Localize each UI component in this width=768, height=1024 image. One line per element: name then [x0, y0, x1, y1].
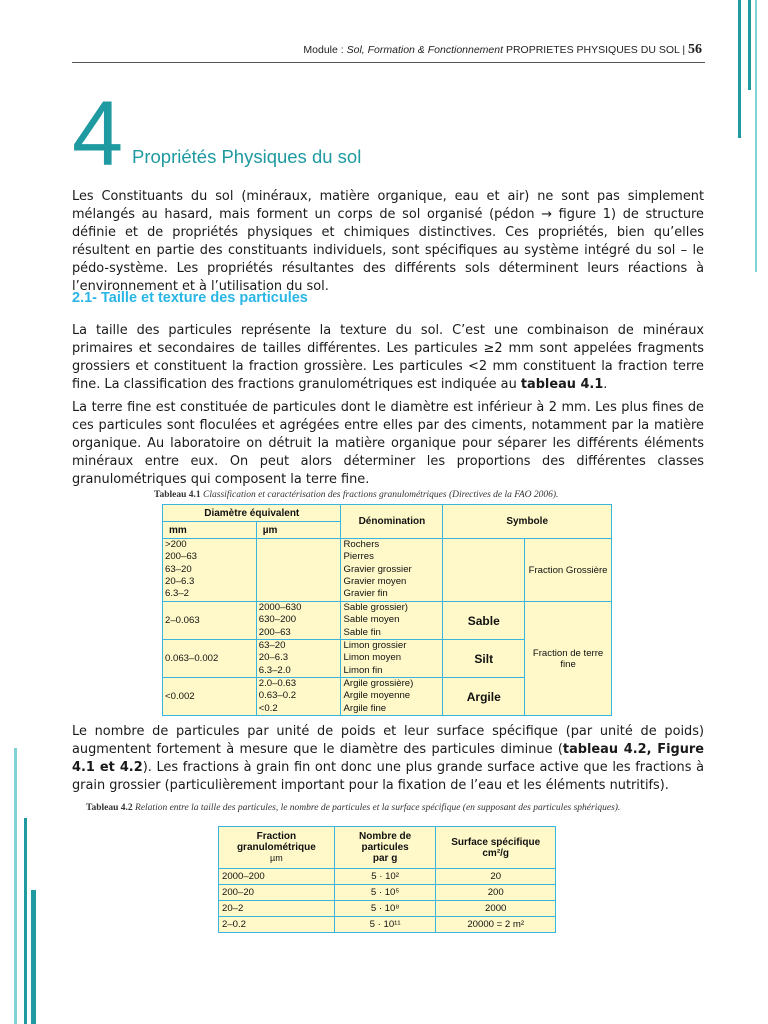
table-4-2-caption	[86, 802, 706, 814]
table-4-2-label: Tableau 4.2	[86, 803, 133, 813]
header-diametre: Diamètre équivalent	[163, 505, 341, 522]
header-fraction-unit: µm	[270, 853, 283, 863]
cell-symbol-coarse	[443, 539, 525, 602]
cell-line: Gravier grossier	[343, 563, 412, 575]
table-4-1-caption	[154, 490, 558, 500]
decor-bar-top-right-3	[755, 0, 757, 272]
cell-um-silt	[256, 640, 341, 678]
surface-paragraph-end: ). Les fractions à grain fin ont donc une plus grande surface active que les fractions à grain grossier (particulièrement important pour la fixation de l’eau et les éléments nutritifs).	[72, 759, 704, 793]
decor-bar-top-right-1	[738, 0, 741, 138]
cell-symbol-argile: Argile	[443, 678, 525, 716]
table-row	[219, 869, 556, 885]
cell-line: Limon fin	[343, 664, 383, 676]
cell-denom-argile	[341, 678, 443, 716]
table-row	[219, 901, 556, 917]
cell-line: >200	[165, 539, 187, 550]
cell-line: Argile grossière)	[343, 678, 414, 689]
cell-um-sable	[256, 602, 341, 640]
cell-line: 63–20	[165, 563, 192, 575]
cell-surface: 2000	[436, 901, 556, 917]
cell-mm-silt: 0.063–0.002	[163, 640, 257, 678]
cell-line: Sable fin	[343, 626, 381, 638]
header-rule	[72, 62, 705, 63]
intro-paragraph: Les Constituants du sol (minéraux, matière organique, eau et air) ne sont pas simplement mélangés au hasard, mais forment un corps de sol organisé (pédon → figure 1) de structure définie et de propriétés physiques et chimiques distinctives. Ces propriétés, bien qu’elles résultent en partie des constituants individuels, sont spécifiques au système intégré du sol – le pédo-système. Les propriétés résultantes des différents sols déterminent leurs réactions à l’environnement et à l’utilisation du sol.	[72, 189, 704, 294]
cell-nombre: 5 · 10⁸	[334, 901, 436, 917]
table-4-2-reference: tableau 4.2, Figure 4.1 et 4.2	[72, 741, 705, 775]
cell-line: 200–63	[165, 551, 198, 563]
texture-paragraph	[72, 322, 704, 394]
decor-bar-top-right-2	[748, 0, 751, 90]
cell-mm-coarse	[163, 539, 257, 602]
texture-paragraph-end: .	[603, 376, 608, 392]
header-surface: Surface spécifique cm²/g	[436, 827, 556, 869]
cell-line: 20–6.3	[165, 575, 195, 587]
cell-nombre: 5 · 10²	[334, 869, 436, 885]
cell-line: 200–63	[258, 626, 291, 638]
chapter-number: 4	[72, 83, 124, 185]
cell-surface: 20	[436, 869, 556, 885]
cell-line: Pierres	[343, 551, 374, 563]
cell-fraction: 20–2	[219, 901, 335, 917]
cell-fraction: 2000–200	[219, 869, 335, 885]
header-module-prefix: Module :	[303, 44, 347, 56]
cell-line: 2.0–0.63	[258, 678, 297, 689]
cell-nombre: 5 · 10⁵	[334, 885, 436, 901]
cell-surface: 20000 = 2 m²	[436, 917, 556, 933]
table-row	[219, 885, 556, 901]
cell-line: 2000–630	[258, 602, 302, 613]
surface-paragraph-text: Le nombre de particules par unité de poids et leur surface spécifique (par unité de poids) augmentent fortement à mesure que le diamètre des particules diminue (	[72, 724, 704, 757]
cell-line: Sable grossier)	[343, 602, 409, 613]
cell-um-argile	[256, 678, 341, 716]
cell-line: Argile moyenne	[343, 690, 411, 702]
cell-line: 0.63–0.2	[258, 690, 297, 702]
cell-line: Sable moyen	[343, 614, 400, 626]
cell-line: <0.2	[258, 702, 278, 714]
table-row	[219, 917, 556, 933]
cell-fraction-grossiere: Fraction Grossière	[525, 539, 612, 602]
cell-denom-coarse	[341, 539, 443, 602]
running-header	[0, 42, 702, 58]
texture-paragraph-text: La taille des particules représente la texture du sol. C’est une combinaison de minéraux primaires et secondaires de tailles différentes. Les particules ≥2 mm sont appelées fragments grossiers et constituent la fraction grossière. Les particules <2 mm constituent la fraction terre fine. La classification des fractions granulométriques est indiquée au	[72, 323, 704, 392]
cell-line: 6.3–2.0	[258, 664, 291, 676]
surface-paragraph	[72, 723, 704, 795]
table-row	[163, 602, 612, 640]
cell-symbol-sable: Sable	[443, 602, 525, 640]
cell-line: 20–6.3	[258, 652, 289, 664]
header-nombre-label: Nombre de particules	[358, 831, 412, 853]
table-4-2-caption-text: Relation entre la taille des particules, le nombre de particules et la surface spécifique (en supposant des particules sphériques).	[132, 803, 621, 813]
header-nombre-unit: par g	[372, 853, 398, 864]
chapter-title: Propriétés Physiques du sol	[132, 146, 362, 167]
table-4-1-reference: tableau 4.1	[520, 376, 604, 392]
cell-fraction: 2–0.2	[219, 917, 335, 933]
table-4-1-label: Tableau 4.1	[154, 490, 201, 500]
header-fraction	[219, 827, 335, 869]
header-um: µm	[256, 522, 341, 539]
cell-surface: 200	[436, 885, 556, 901]
cell-line: Gravier moyen	[343, 575, 407, 587]
cell-line: Limon moyen	[343, 652, 402, 664]
cell-denom-sable	[341, 602, 443, 640]
header-module-name: Sol, Formation & Fonctionnement	[346, 44, 504, 56]
cell-fraction-fine: Fraction de terre fine	[525, 602, 612, 716]
decor-bar-bottom-left-2	[24, 818, 27, 1024]
cell-line: Gravier fin	[343, 588, 388, 600]
decor-bar-bottom-left-1	[14, 748, 17, 1024]
header-module-suffix: PROPRIETES PHYSIQUES DU SOL |	[503, 44, 688, 56]
header-denomination: Dénomination	[341, 505, 443, 539]
cell-um-coarse	[256, 539, 341, 602]
cell-mm-argile: <0.002	[163, 678, 257, 716]
cell-nombre: 5 · 10¹¹	[334, 917, 436, 933]
table-row	[163, 539, 612, 602]
cell-line: 630–200	[258, 614, 297, 626]
page-number: 56	[688, 42, 702, 57]
cell-mm-sable: 2–0.063	[163, 602, 257, 640]
cell-line: Argile fine	[343, 702, 387, 714]
decor-bar-bottom-left-3	[31, 890, 36, 1024]
cell-fraction: 200–20	[219, 885, 335, 901]
table-4-1-caption-text: Classification et caractérisation des fractions granulométriques (Directives de la FAO 2006).	[200, 490, 559, 500]
section-heading: 2.1- Taille et texture des particules	[72, 290, 308, 306]
header-nombre	[334, 827, 436, 869]
cell-line: Rochers	[343, 539, 380, 550]
fine-earth-paragraph: La terre fine est constituée de particules dont le diamètre est inférieur à 2 mm. Les plus fines de ces particules sont floculées et agrégées entre elles par des ciments, notamment par la matière organique. Au laboratoire on détruit la matière organique pour séparer les différents éléments minéraux entre eux. On peut alors déterminer les proportions des différentes classes granulométriques qui composent la terre fine.	[72, 400, 704, 487]
cell-line: 63–20	[258, 640, 286, 651]
table-4-2	[218, 826, 556, 933]
header-symbole: Symbole	[443, 505, 612, 539]
cell-line: 6.3–2	[165, 588, 190, 600]
table-4-1	[162, 504, 612, 716]
header-mm: mm	[163, 522, 257, 539]
cell-denom-silt	[341, 640, 443, 678]
header-fraction-label: Fraction granulométrique	[236, 831, 316, 853]
cell-symbol-silt: Silt	[443, 640, 525, 678]
cell-line: Limon grossier	[343, 640, 407, 651]
